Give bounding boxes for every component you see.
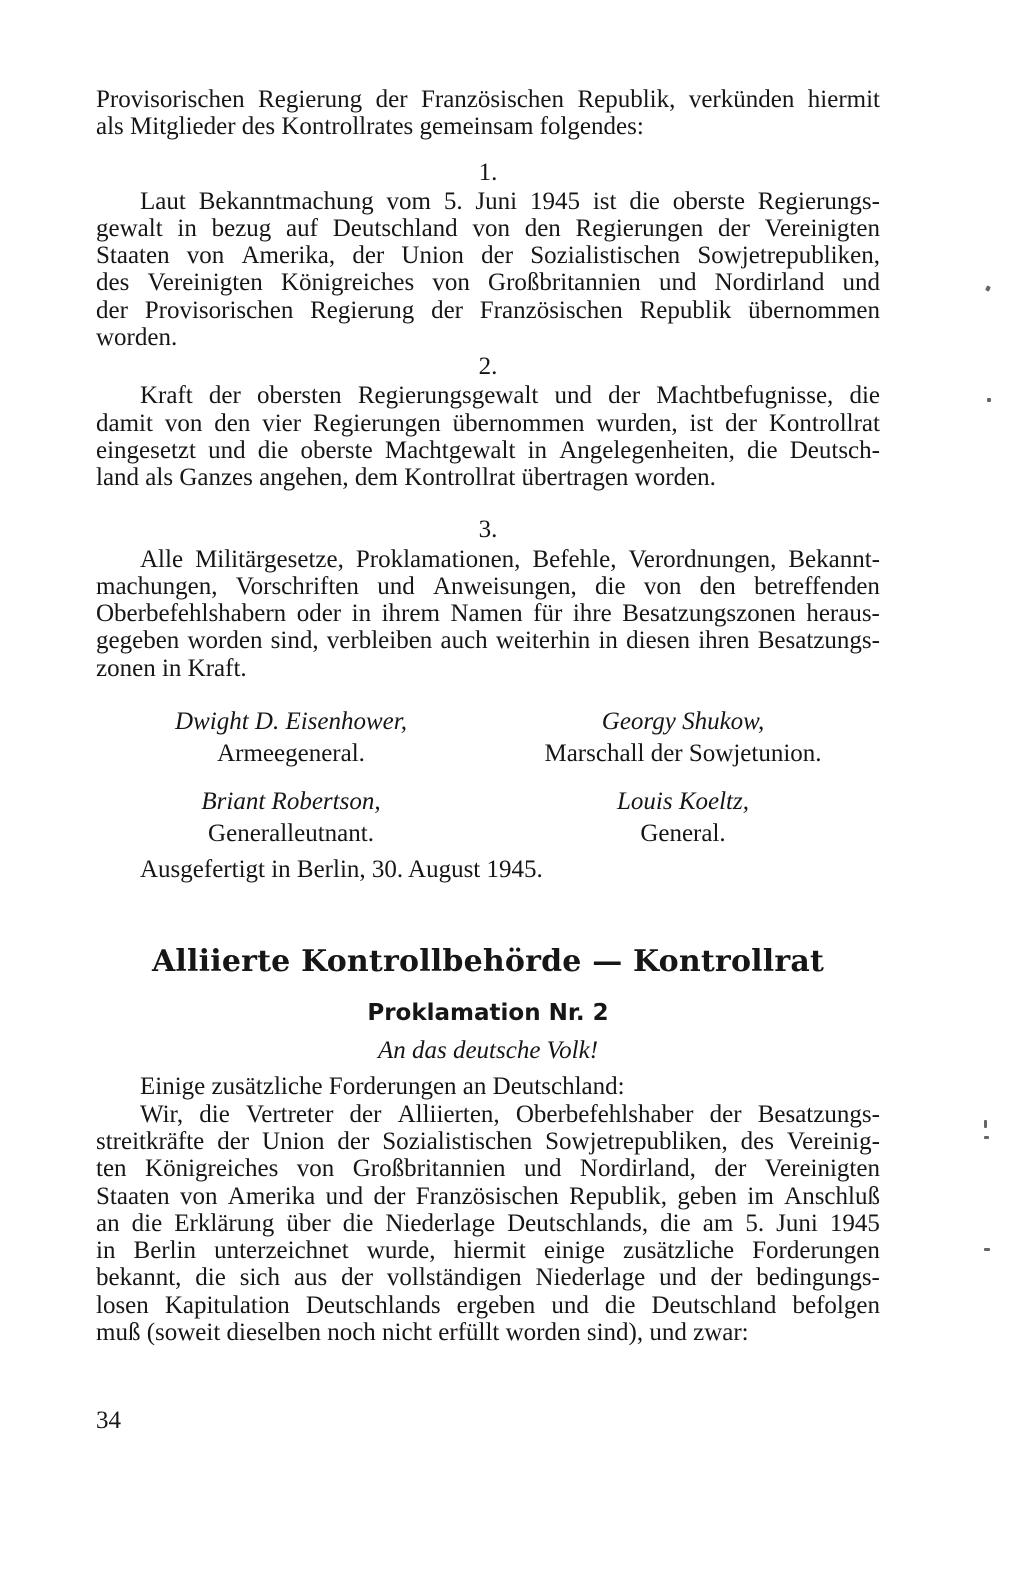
proclamation-address: An das deutsche Volk! xyxy=(377,1037,599,1065)
text-line: ten Königreiches von Großbritannien und Nordirland, der Vereinigten xyxy=(96,1155,880,1183)
text-line: Provisorischen Regierung der Französischen Republik, verkünden hiermit xyxy=(96,86,880,113)
text-line: land als Ganzes angehen, dem Kontrollrat übertragen worden. xyxy=(96,464,716,492)
scan-mark xyxy=(984,1120,987,1128)
signature-row xyxy=(96,786,880,850)
signature-block xyxy=(486,706,880,770)
signatory-title: Marschall der Sowjetunion. xyxy=(544,740,822,768)
signature-block xyxy=(96,786,486,850)
scan-mark xyxy=(984,1136,989,1139)
text-line: in Berlin unterzeichnet wurde, hiermit einige zusätzliche Forderungen xyxy=(96,1237,880,1265)
signatory-title: Generalleutnant. xyxy=(208,820,374,848)
text-line: der Provisorischen Regierung der Französischen Republik übernommen xyxy=(96,296,880,324)
section-heading: Alliierte Kontrollbehörde — Kontrollrat xyxy=(151,944,825,980)
text-line: zonen in Kraft. xyxy=(96,654,247,682)
text-line: Oberbefehlshabern oder in ihrem Namen für ihre Besatzungszonen heraus- xyxy=(96,600,880,628)
intro-line: Einige zusätzliche Forderungen an Deutschland: xyxy=(140,1073,625,1101)
scan-mark xyxy=(984,1248,990,1251)
signature-block xyxy=(96,706,486,770)
signature-block xyxy=(486,786,880,850)
text-line: eingesetzt und die oberste Machtgewalt in Angelegenheiten, die Deutsch- xyxy=(96,436,880,464)
text-line: gewalt in bezug auf Deutschland von den Regierungen der Vereinigten xyxy=(96,214,880,242)
text-line: Kraft der obersten Regierungsgewalt und der Machtbefugnisse, die xyxy=(140,382,880,410)
text-line: an die Erklärung über die Niederlage Deutschlands, die am 5. Juni 1945 xyxy=(96,1209,880,1237)
section-2-paragraph xyxy=(96,382,880,491)
text-line: losen Kapitulation Deutschlands ergeben und die Deutschland befolgen xyxy=(96,1291,880,1319)
text-line: Staaten von Amerika und der Französischen Republik, geben im Anschluß xyxy=(96,1182,880,1210)
text-line: muß (soweit dieselben noch nicht erfüllt worden sind), und zwar: xyxy=(96,1319,749,1347)
text-line: streitkräfte der Union der Sozialistischen Sowjetrepubliken, des Vereinig- xyxy=(96,1127,880,1155)
opening-paragraph xyxy=(96,86,880,141)
signatory-title: Armeegeneral. xyxy=(217,740,365,768)
document-page xyxy=(96,86,880,1346)
signatory-name: Briant Robertson, xyxy=(201,788,381,816)
text-line: damit von den vier Regierungen übernommen wurden, ist der Kontrollrat xyxy=(96,409,880,437)
text-line: gegeben worden sind, verbleiben auch weiterhin in diesen ihren Besatzungs- xyxy=(96,627,880,655)
signatory-title: General. xyxy=(640,820,726,848)
proclamation-paragraph xyxy=(96,1101,880,1347)
section-number: 1. xyxy=(478,158,498,186)
text-line: Wir, die Vertreter der Alliierten, Oberbefehlshaber der Besatzungs- xyxy=(140,1100,880,1128)
page-number: 34 xyxy=(96,1407,121,1434)
scan-mark xyxy=(987,398,991,402)
section-number: 3. xyxy=(478,515,498,543)
section-number: 2. xyxy=(478,353,498,381)
section-1-paragraph xyxy=(96,188,880,352)
issued-line: Ausgefertigt in Berlin, 30. August 1945. xyxy=(140,856,543,884)
text-line: machungen, Vorschriften und Anweisungen, die von den betreffenden xyxy=(96,572,880,600)
text-line: Staaten von Amerika, der Union der Sozialistischen Sowjetrepubliken, xyxy=(96,242,880,270)
signatory-name: Louis Koeltz, xyxy=(617,788,749,816)
text-line: des Vereinigten Königreiches von Großbritannien und Nordirland und xyxy=(96,269,880,297)
signature-row xyxy=(96,706,880,770)
text-line: worden. xyxy=(96,324,178,352)
text-line: Laut Bekanntmachung vom 5. Juni 1945 ist die oberste Regierungs- xyxy=(140,187,880,215)
section-3-paragraph xyxy=(96,546,880,682)
signatory-name: Dwight D. Eisenhower, xyxy=(175,708,407,736)
text-line: als Mitglieder des Kontrollrates gemeinsam folgendes: xyxy=(96,113,644,141)
proclamation-title: Proklamation Nr. 2 xyxy=(367,1000,609,1027)
signatory-name: Georgy Shukow, xyxy=(601,708,765,736)
scan-mark xyxy=(985,285,991,291)
text-line: Alle Militärgesetze, Proklamationen, Befehle, Verordnungen, Bekannt- xyxy=(140,545,880,573)
text-line: bekannt, die sich aus der vollständigen Niederlage und der bedingungs- xyxy=(96,1264,880,1292)
